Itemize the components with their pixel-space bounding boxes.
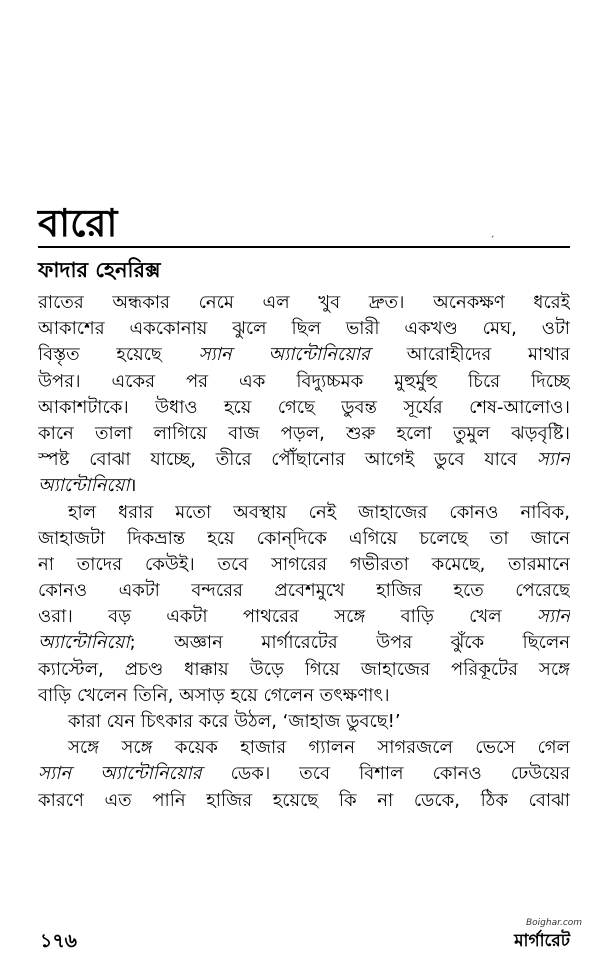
text-line: স্পষ্ট বোঝা যাচ্ছে, তীরে পৌঁছানোর আগেই ডুবে যাবে স্যান bbox=[38, 449, 570, 471]
text-line: কানে তালা লাগিয়ে বাজ পড়ল, শুরু হলো তুমুল ঝড়বৃষ্টি। bbox=[38, 422, 570, 444]
chapter-subtitle: ফাদার হেনরিক্স bbox=[38, 258, 161, 282]
body-text bbox=[38, 290, 570, 814]
text-line: সঙ্গে সঙ্গে কয়েক হাজার গ্যালন সাগরজলে ভেসে গেল bbox=[68, 737, 570, 759]
text-line: রাতের অন্ধকার নেমে এল খুব দ্রুত। অনেকক্ষণ ধরেই bbox=[38, 292, 570, 313]
text-line: কোনও একটা বন্দরের প্রবেশমুখে হাজির হতে পেরেছে bbox=[38, 580, 570, 602]
text-line: অ্যান্টোনিয়ো; অজ্ঞান মার্গারেটের উপর ঝুঁকে ছিলেন bbox=[38, 632, 570, 654]
text-line: হাল ধরার মতো অবস্থায় নেই জাহাজের কোনও নাবিক, bbox=[68, 501, 570, 523]
text-line: আকাশটাকে। উধাও হয়ে গেছে ডুবন্ত সূর্যের শেষ-আলোও। bbox=[38, 396, 570, 418]
text-line: ক্যাস্টেল, প্রচণ্ড ধাক্কায় উড়ে গিয়ে জাহাজের পরিকূটের সঙ্গে bbox=[38, 658, 570, 680]
text-line: ওরা। বড় একটা পাথরের সঙ্গে বাড়ি খেল স্যান bbox=[38, 606, 570, 628]
text-line: জাহাজটা দিকভ্রান্ত হয়ে কোন্‌দিকে এগিয়ে চলেছে তা জানে bbox=[38, 527, 570, 549]
text-line: অ্যান্টোনিয়ো। bbox=[38, 475, 137, 497]
text-line: কারা যেন চিৎকার করে উঠল, ‘জাহাজ ডুবছে!’ bbox=[68, 711, 401, 732]
text-line: স্যান অ্যান্টোনিয়োর ডেক। তবে বিশাল কোনও ঢেউয়ের bbox=[38, 763, 570, 785]
text-line: আকাশের এককোনায় ঝুলে ছিল ভারী একখণ্ড মেঘ, ওটা bbox=[38, 318, 570, 340]
page-number: ১৭৬ bbox=[40, 930, 78, 952]
text-line: বাড়ি খেলেন তিনি, অসাড় হয়ে গেলেন তৎক্ষণাৎ। bbox=[38, 684, 390, 706]
text-line: না তাদের কেউই। তবে সাগরের গভীরতা কমেছে, তারমানে bbox=[38, 553, 570, 575]
chapter-title: বারো bbox=[38, 201, 118, 245]
text-line: কারণে এত পানি হাজির হয়েছে কি না ডেকে, ঠিক বোঝা bbox=[38, 789, 570, 811]
rule-mark-icon: ˊ bbox=[490, 236, 495, 246]
text-line: বিস্তৃত হয়েছে স্যান অ্যান্টোনিয়োর আরোহীদের মাথার bbox=[38, 344, 570, 366]
watermark: Boighar.com bbox=[526, 918, 583, 928]
chapter-divider bbox=[38, 246, 570, 248]
running-head: মার্গারেট bbox=[514, 931, 570, 951]
text-line: উপর। একের পর এক বিদ্যুচ্চমক মুহুর্মুহু চিরে দিচ্ছে bbox=[38, 370, 570, 392]
